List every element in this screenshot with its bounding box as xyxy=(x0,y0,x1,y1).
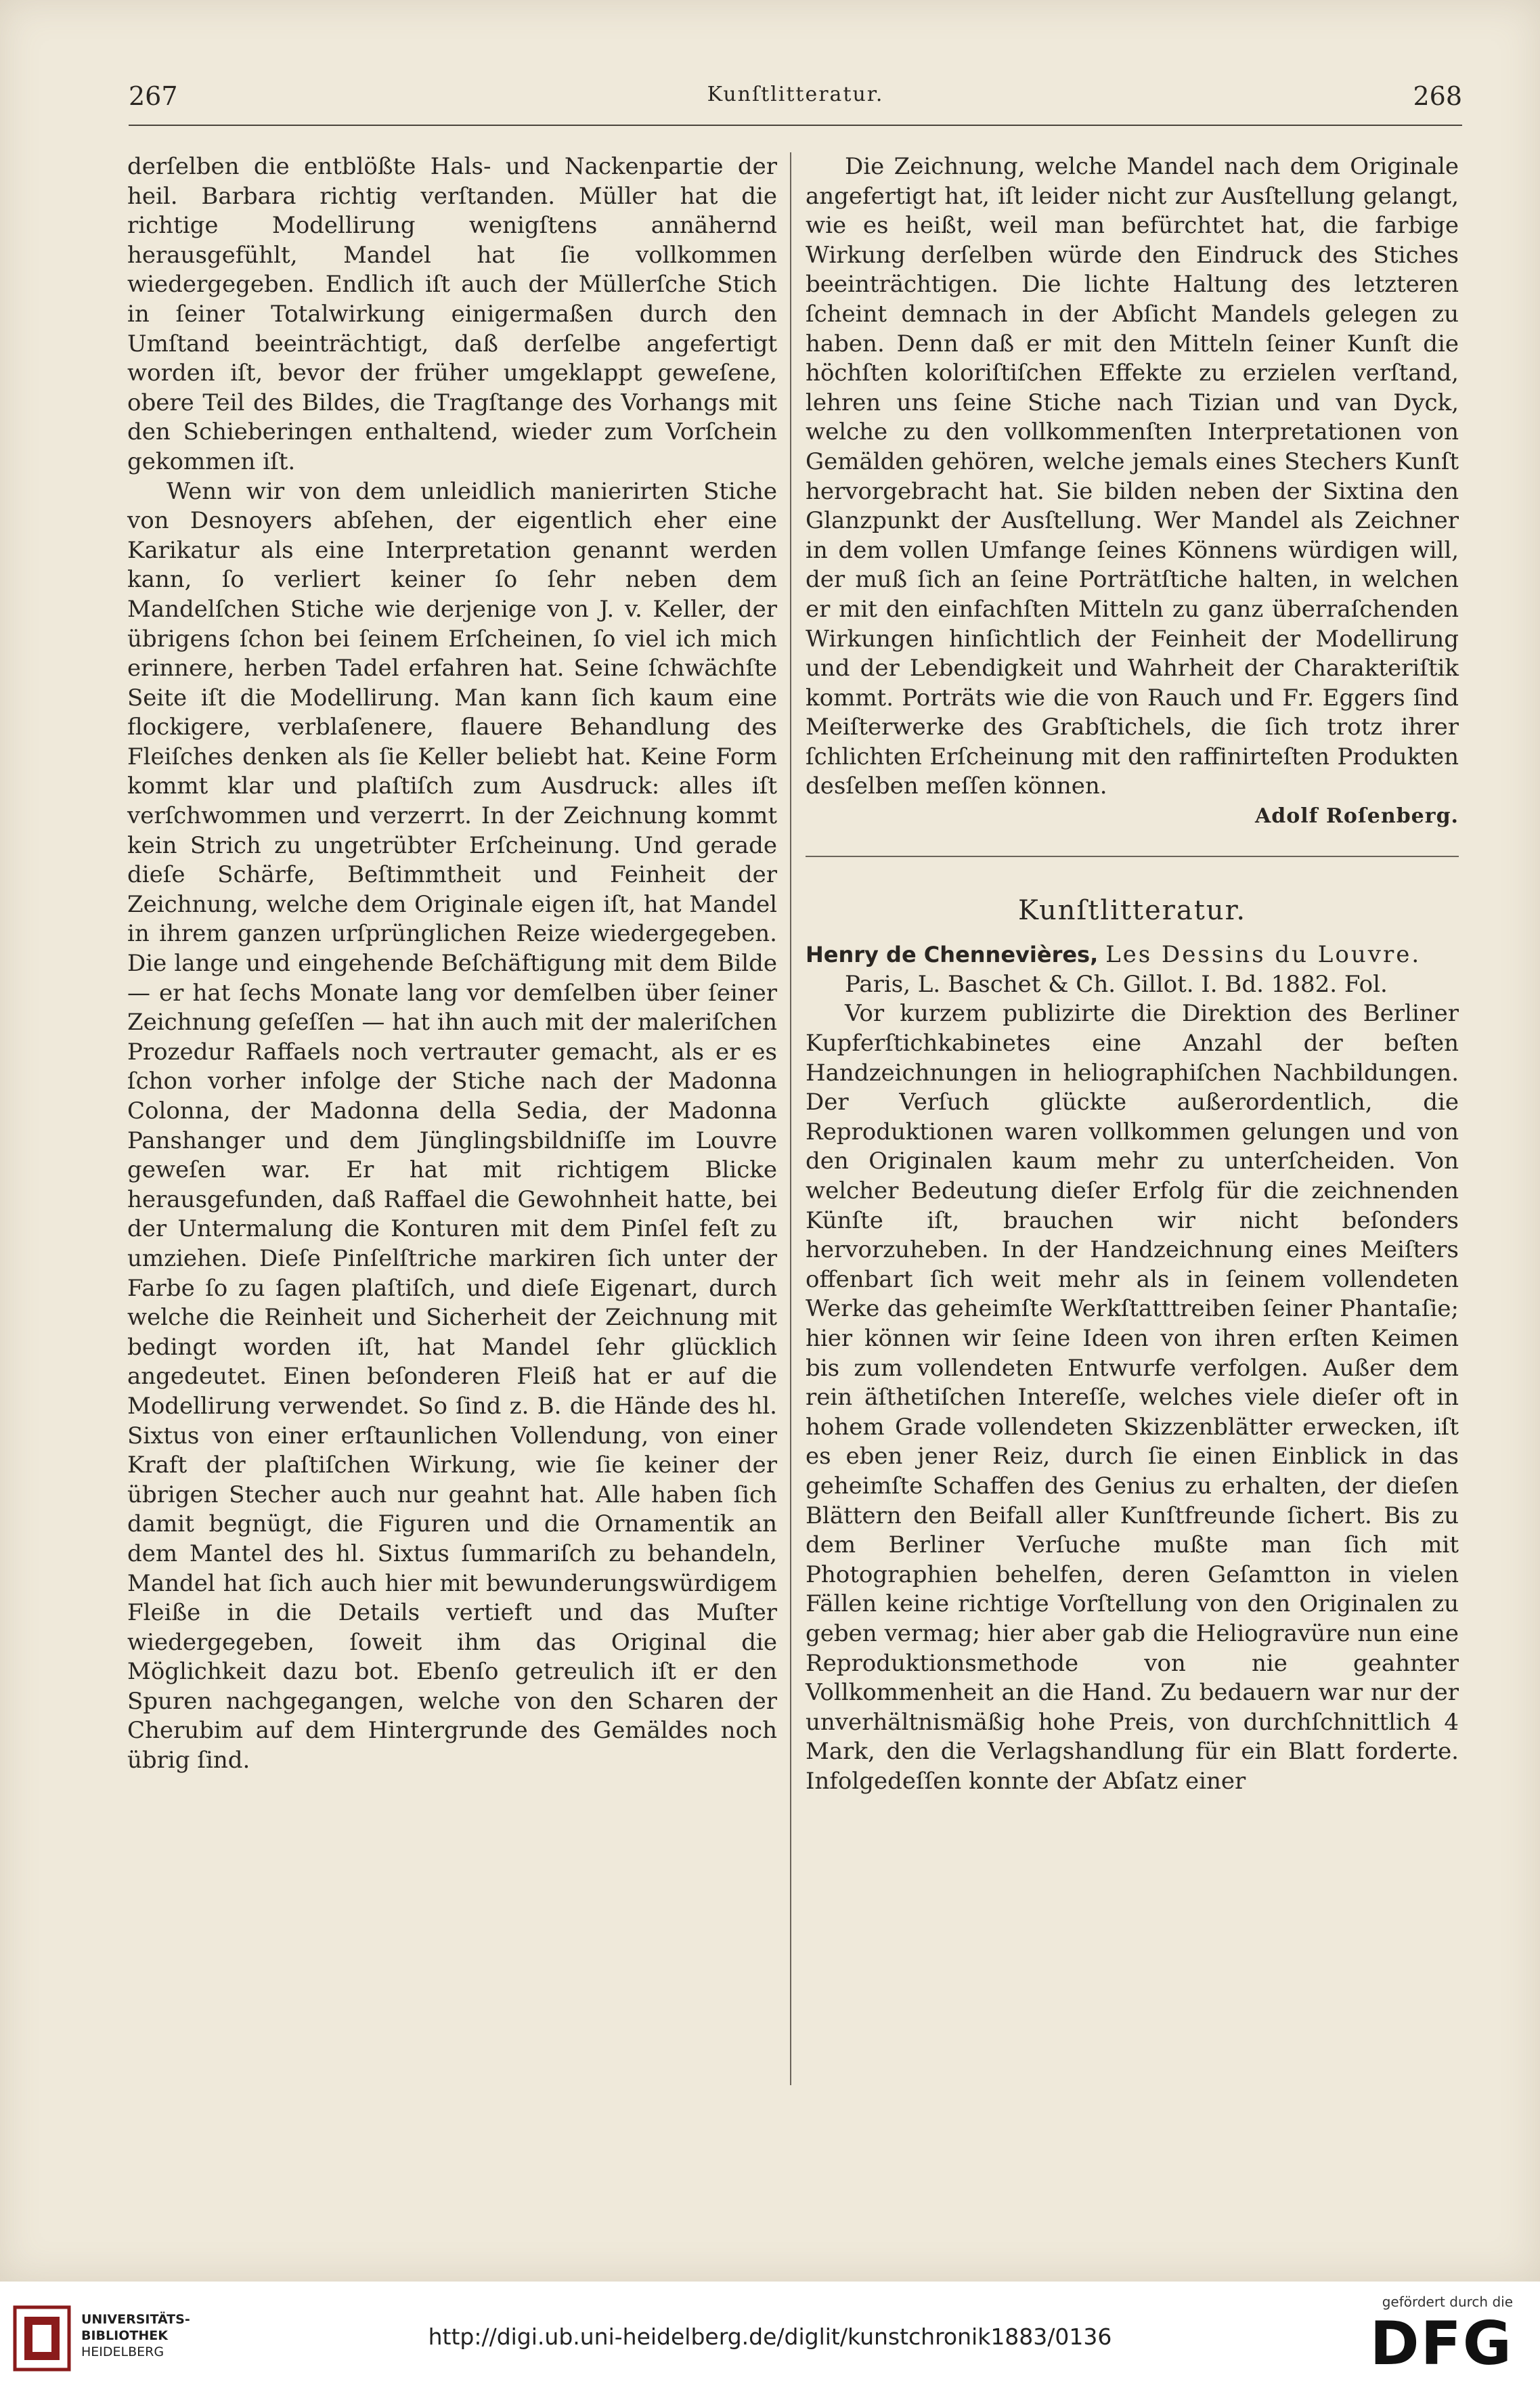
left-column xyxy=(127,152,777,1776)
column-divider xyxy=(790,152,791,2085)
library-name-line-2: BIBLIOTHEK xyxy=(81,2328,168,2343)
funding-label: gefördert durch die xyxy=(1382,2294,1513,2310)
permalink-url[interactable]: http://digi.ub.uni-heidelberg.de/diglit/kunstchronik1883/0136 xyxy=(428,2323,1112,2350)
entry-review-text: Vor kurzem publizirte die Direktion des Berliner Kupferſtichkabinetes eine Anzahl der beſten Handzeichnungen in heliographiſchen Nachbildungen. Der Verſuch glückte außerordentlich, die Reproduktionen waren vollkommen gelungen und von den Originalen kaum mehr zu unterſcheiden. Von welcher Bedeutung dieſer Erfolg für die zeichnenden Künſte iſt, brauchen wir nicht beſonders hervorzuheben. In der Handzeichnung eines Meiſters offenbart ſich weit mehr als in ſeinem vollendeten Werke das geheimſte Werkſtatttreiben ſeiner Phantaſie; hier können wir ſeine Ideen von ihren erſten Keimen bis zum vollendeten Entwurfe verfolgen. Außer dem rein äſthetiſchen Intereſſe, welches viele dieſer oft in hohem Grade vollendeten Skizzenblätter erwecken, iſt es eben jener Reiz, durch ſie einen Einblick in das geheimſte Schaffen des Genius zu erhalten, der dieſen Blättern den Beifall aller Kunſtfreunde ſichert. Bis zu dem Berliner Verſuche mußte man ſich mit Photographien behelfen, deren Geſamtton in vielen Fällen keine richtige Vorſtellung von den Originalen zu geben vermag; hier aber gab die Heliogravüre nun eine Reproduktionsmethode von nie geahnter Vollkommenheit an die Hand. Zu bedauern war nur der unverhältnismäßig hohe Preis, von durchſchnittlich 4 Mark, den die Verlagshandlung für ein Blatt forderte. Infolgedeſſen konnte der Abſatz einer xyxy=(806,1000,1459,1795)
page-number-right: 268 xyxy=(1413,81,1462,111)
library-name-line-3: HEIDELBERG xyxy=(81,2344,164,2359)
entry-author: Henry de Chennevières, xyxy=(806,942,1099,968)
section-title: Kunſtlitteratur. xyxy=(1017,894,1247,926)
left-paragraph-1: derſelben die entblößte Hals- und Nackenpartie der heil. Barbara richtig verſtanden. Müller hat die richtige Modellirung wenigſtens annähernd herausgefühlt, Mandel hat ſie vollkommen wiedergegeben. Endlich iſt auch der Müllerſche Stich in ſeiner Totalwirkung einigermaßen durch den Umſtand beeinträchtigt, daß derſelbe angefertigt worden iſt, bevor der früher umgeklappt geweſene, obere Teil des Bildes, die Tragſtange des Vorhangs mit den Schieberingen enthaltend, wieder zum Vorſchein gekommen iſt. xyxy=(127,153,777,475)
left-paragraph-2: Wenn wir von dem unleidlich manierirten Stiche von Desnoyers abſehen, der eigentlich eher eine Karikatur als eine Interpretation genannt werden kann, ſo verliert keiner ſo ſehr neben dem Mandelſchen Stiche wie derjenige von J. v. Keller, der übrigens ſchon bei ſeinem Erſcheinen, ſo viel ich mich erinnere, herben Tadel erfahren hat. Seine ſchwächſte Seite iſt die Modellirung. Man kann ſich kaum eine flockigere, verblaſenere, flauere Behandlung des Fleiſches denken als ſie Keller beliebt hat. Keine Form kommt klar und plaſtiſch zum Ausdruck: alles iſt verſchwommen und verzerrt. In der Zeichnung kommt kein Strich zu ungetrübter Erſcheinung. Und gerade dieſe Schärfe, Beſtimmtheit und Feinheit der Zeichnung, welche dem Originale eigen iſt, hat Mandel in ihrem ganzen urſprünglichen Reize wiedergegeben. Die lange und eingehende Beſchäftigung mit dem Bilde — er hat ſechs Monate lang vor demſelben über ſeiner Zeichnung geſeſſen — hat ihn auch mit der maleriſchen Prozedur Raffaels noch vertrauter gemacht, als er es ſchon vorher infolge der Stiche nach der Madonna Colonna, der Madonna della Sedia, der Madonna Panshanger und dem Jünglingsbildniſſe im Louvre geweſen war. Er hat mit richtigem Blicke herausgefunden, daß Raffael die Gewohnheit hatte, bei der Untermalung die Konturen mit dem Pinſel feſt zu umziehen. Dieſe Pinſelſtriche markiren ſich unter der Farbe ſo zu ſagen plaſtiſch, und dieſe Eigenart, durch welche die Reinheit und Sicherheit der Zeichnung mit bedingt worden iſt, hat Mandel ſehr glücklich angedeutet. Einen beſonderen Fleiß hat er auf die Modellirung verwendet. So ſind z. B. die Hände des hl. Sixtus von einer erſtaunlichen Vollendung, von einer Kraft der plaſtiſchen Wirkung, wie ſie keiner der übrigen Stecher auch nur geahnt hat. Alle haben ſich damit begnügt, die Figuren und die Ornamentik an dem Mantel des hl. Sixtus ſummariſch zu behandeln, Mandel hat ſich auch hier mit bewunderungswürdigem Fleiße in die Details vertieft und das Muſter wiedergegeben, ſoweit ihm das Original die Möglichkeit dazu bot. Ebenſo getreulich iſt er den Spuren nachgegangen, welche von den Scharen der Cherubim auf dem Hintergrunde des Gemäldes noch übrig ſind. xyxy=(127,477,777,1774)
dfg-wordmark: DFG xyxy=(1369,2309,1513,2378)
right-paragraph-1: Die Zeichnung, welche Mandel nach dem Originale angefertigt hat, iſt leider nicht zur Ausſtellung gelangt, wie es heißt, weil man befürchtet hat, die farbige Wirkung derſelben würde den Eindruck des Stiches beeinträchtigen. Die lichte Haltung des letzteren ſcheint demnach in der Abſicht Mandels gelegen zu haben. Denn daß er mit den Mitteln ſeiner Kunſt die höchſten koloriſtiſchen Effekte zu erzielen verſtand, lehren uns ſeine Stiche nach Tizian und van Dyck, welche zu den vollkommenſten Interpretationen von Gemälden gehören, welche jemals eines Stechers Kunſt hervorgebracht hat. Sie bilden neben der Sixtina den Glanzpunkt der Ausſtellung. Wer Mandel als Zeichner in dem vollen Umfange ſeines Könnens würdigen will, der muß ſich an ſeine Porträtſtiche halten, in welchen er mit den einfachſten Mitteln zu ganz überraſchenden Wirkungen hinſichtlich der Feinheit der Modellirung und der Lebendigkeit und Wahrheit der Charakteriſtik kommt. Porträts wie die von Rauch und Fr. Eggers ſind Meiſterwerke des Grabſtichels, die ſich trotz ihrer ſchlichten Erſcheinung mit den raffinirteſten Produkten desſelben meſſen können. xyxy=(806,153,1459,800)
dfg-logo[interactable] xyxy=(1357,2294,1513,2388)
footer-bar xyxy=(0,2282,1540,2400)
page-header xyxy=(129,81,1462,122)
right-column xyxy=(806,152,1459,1796)
book-entry-heading xyxy=(806,940,1459,999)
page-number-left: 267 xyxy=(129,81,178,111)
running-title: Kunſtlitteratur. xyxy=(707,83,884,106)
entry-title: Les Dessins du Louvre. xyxy=(1105,941,1422,969)
author-signature: Adolf Roſenberg. xyxy=(1254,804,1459,829)
header-rule xyxy=(129,125,1462,126)
library-name-line-1: UNIVERSITÄTS- xyxy=(81,2312,190,2327)
entry-imprint: Paris, L. Baschet & Ch. Gillot. I. Bd. 1882. Fol. xyxy=(845,970,1388,998)
section-separator xyxy=(806,856,1459,857)
